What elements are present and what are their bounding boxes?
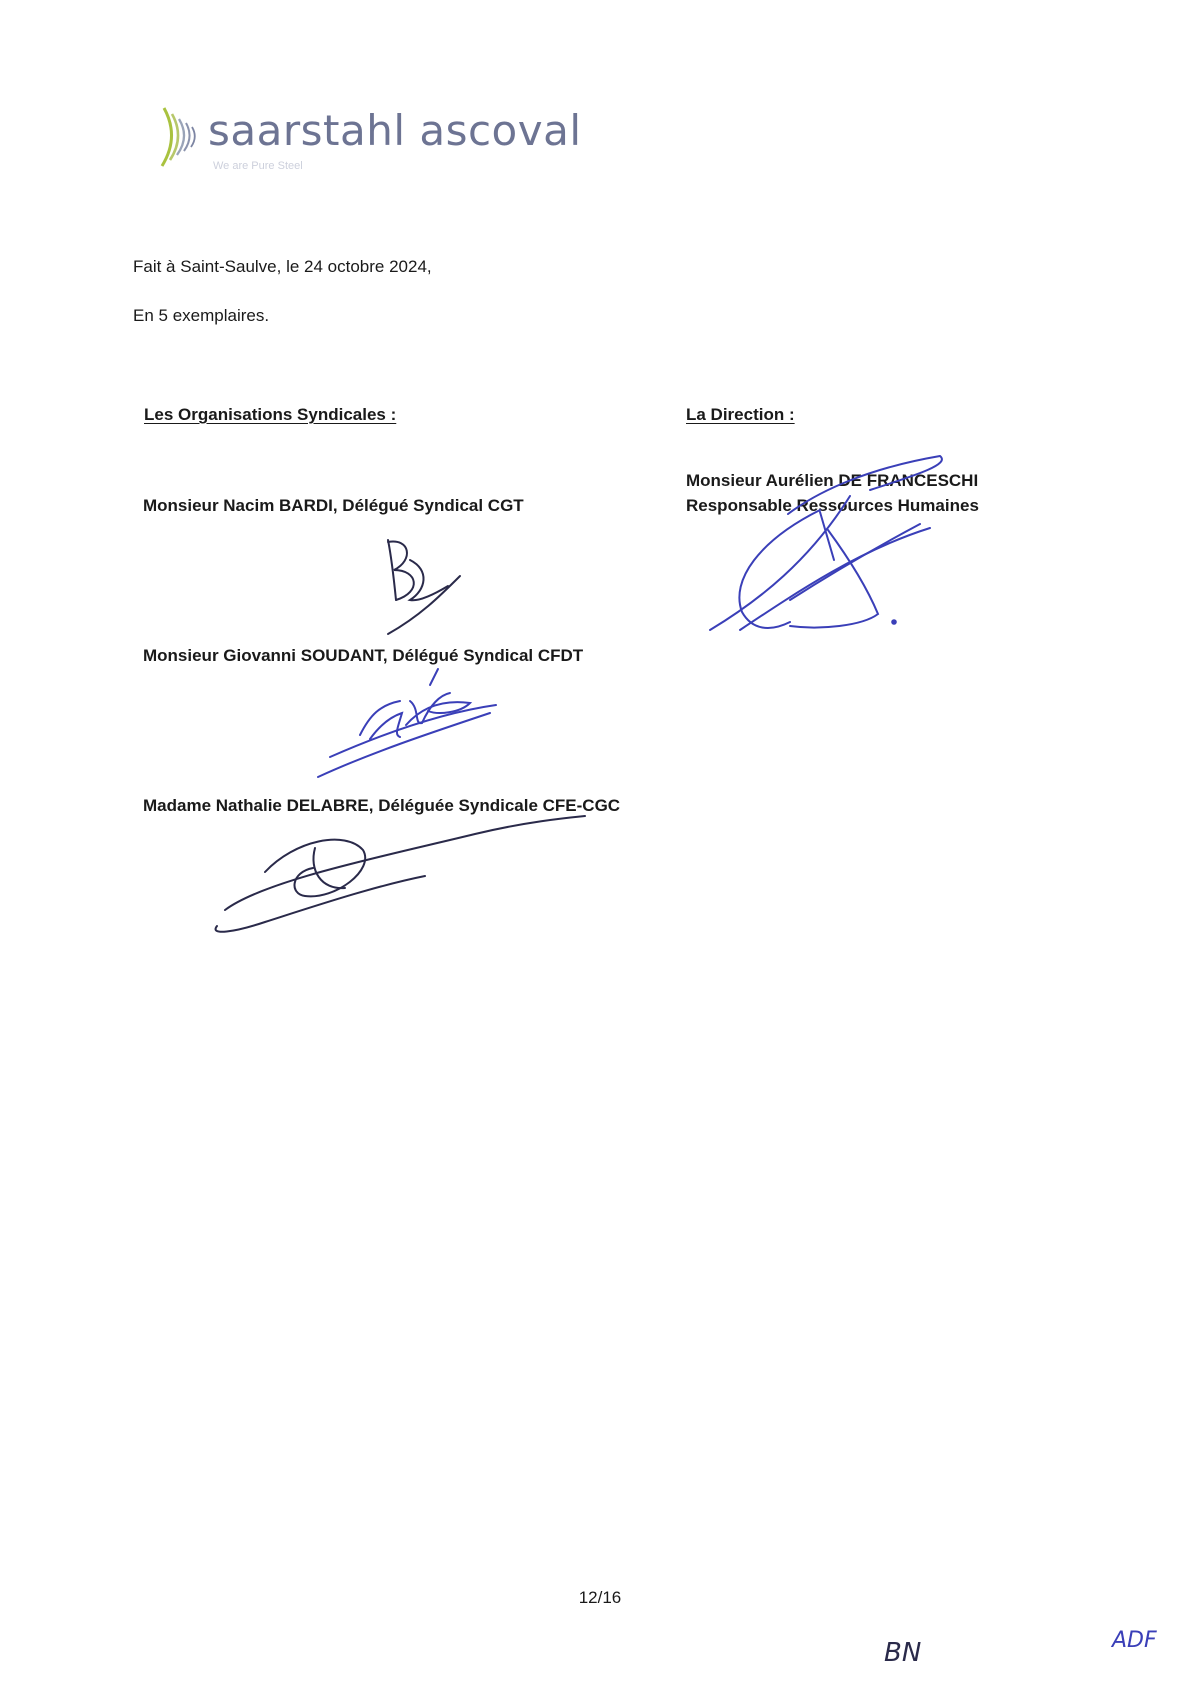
page-number: 12/16 bbox=[578, 1588, 622, 1607]
union-signatory-cfdt: Monsieur Giovanni SOUDANT, Délégué Syndical CFDT bbox=[143, 646, 584, 665]
place-date: Fait à Saint-Saulve, le 24 octobre 2024, bbox=[133, 257, 432, 276]
cgt-signature bbox=[380, 530, 490, 640]
direction-heading: La Direction : bbox=[686, 405, 795, 424]
company-logo bbox=[158, 100, 582, 180]
copies-count: En 5 exemplaires. bbox=[133, 306, 270, 325]
union-signatory-cgt: Monsieur Nacim BARDI, Délégué Syndical CGT bbox=[143, 496, 524, 515]
logo-tagline: We are Pure Steel bbox=[213, 160, 303, 172]
initials-bn: BN bbox=[884, 1638, 922, 1668]
cfdt-signature bbox=[310, 665, 510, 780]
direction-name: Monsieur Aurélien DE FRANCESCHI bbox=[686, 471, 979, 490]
initials-adf: ADF bbox=[1112, 1628, 1157, 1653]
direction-role: Responsable Ressources Humaines bbox=[686, 496, 979, 515]
logo-name: saarstahl ascoval bbox=[208, 106, 582, 155]
direction-signature bbox=[700, 450, 960, 640]
union-signatory-cfe-cgc: Madame Nathalie DELABRE, Déléguée Syndicale CFE-CGC bbox=[143, 796, 621, 815]
unions-heading: Les Organisations Syndicales : bbox=[144, 405, 397, 424]
cfe-cgc-signature bbox=[205, 800, 585, 940]
logo-waves-icon bbox=[158, 104, 202, 170]
